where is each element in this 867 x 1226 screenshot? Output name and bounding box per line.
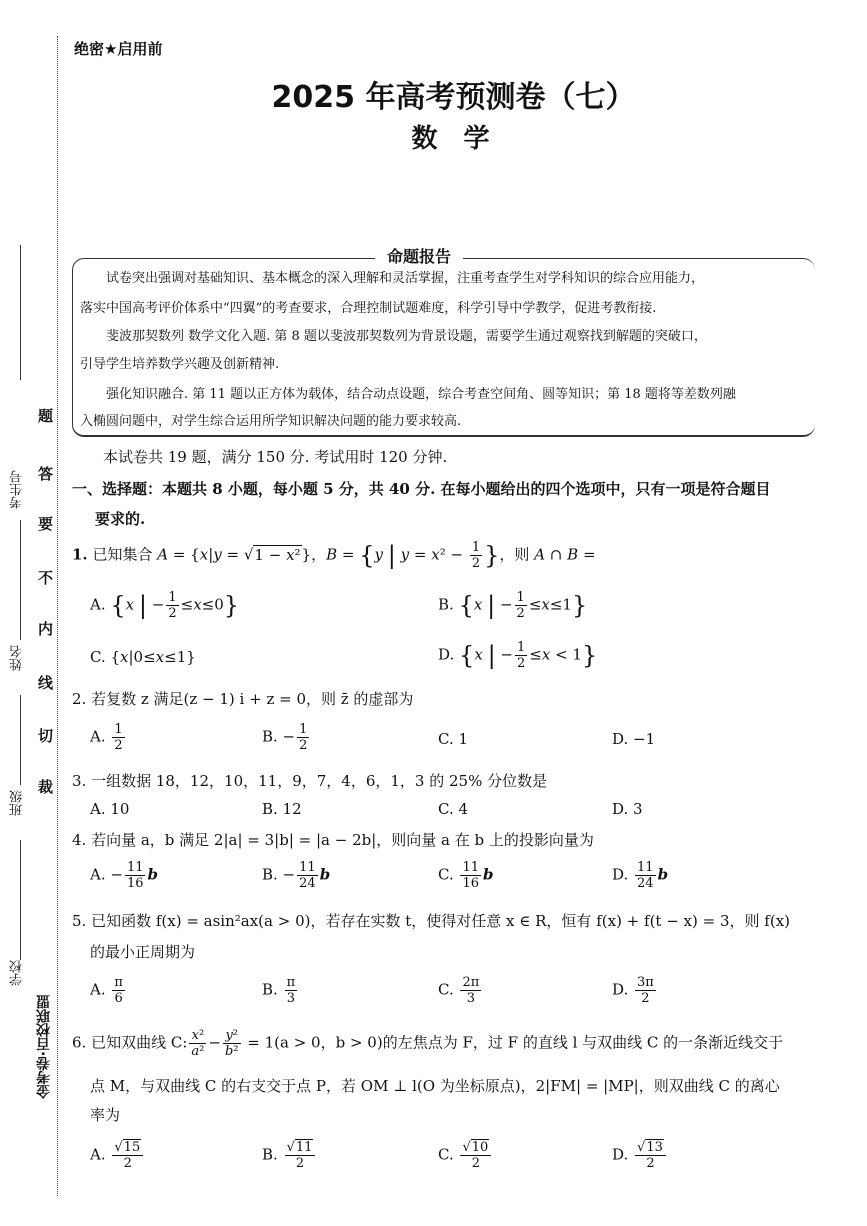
q3-option-c[interactable]: C. 4 [438,800,469,818]
q1-option-d[interactable]: D. {x | − $\frac{1}{2}$ ≤x < 1} [438,640,598,671]
q4-option-d[interactable]: D. $\frac{11}{24}$ b [612,860,669,891]
q5-option-b[interactable]: B. $\frac{\pi}{3}$ [262,975,296,1006]
report-line: 引导学生培养数学兴趣及创新精神. [80,357,280,372]
q3-option-b[interactable]: B. 12 [262,800,302,818]
exam-number-field[interactable] [20,245,22,380]
name-field[interactable] [20,520,22,640]
q6-option-a[interactable]: A. $\frac{√15}{2}$ [90,1140,145,1171]
q2-option-a[interactable]: A. $\frac{1}{2}$ [90,722,123,753]
binding-char: 裁 [38,778,54,796]
section-heading: 一、选择题：本题共 8 小题，每小题 5 分，共 40 分. 在每小题给出的四个选项中，只有一项是符合题目 [72,480,771,498]
report-line: 入椭圆问题中，对学生综合运用所学知识解决问题的能力要求较高. [80,414,462,429]
binding-char: 要 [38,515,54,533]
question-2: 2. 若复数 z 满足(z − 1) i + z = 0，则 z̄ 的虚部为 [72,690,414,708]
binding-char: 内 [38,620,54,638]
q1-option-b[interactable]: B. {x | − $\frac{1}{2}$ ≤x≤1} [438,590,588,621]
question-6-cont2: 率为 [90,1106,121,1124]
question-1: 1. 已知集合 A = {x|y = √1 − x²}，B = {y | y = x² − $\frac{1}{2}$ }，则 A ∩ B = [72,540,596,571]
class-label: 班级 [10,790,25,816]
q5-option-a[interactable]: A. $\frac{\pi}{6}$ [90,975,123,1006]
exam-title: 2025 年高考预测卷（七） [271,80,636,115]
q3-option-a[interactable]: A. 10 [90,800,130,818]
q1-option-c[interactable]: C. {x|0≤x≤1} [90,648,196,666]
report-line: 强化知识融合. 第 11 题以正方体为载体，结合动点设题，综合考查空间角、圆等知识；第 18 题将等差数列融 [106,387,736,402]
report-line: 试卷突出强调对基础知识、基本概念的深入理解和灵活掌握，注重考查学生对学科知识的综合应用能力， [106,271,705,286]
binding-dotted-line [57,36,58,1196]
name-label: 姓名 [10,645,25,671]
q4-option-a[interactable]: A. − $\frac{11}{16}$ b [90,860,158,891]
question-4: 4. 若向量 a，b 满足 2|a| = 3|b| = |a − 2b|，则向量 a 在 b 上的投影向量为 [72,831,594,849]
q2-option-c[interactable]: C. 1 [438,730,469,748]
question-6-cont: 点 M，与双曲线 C 的右支交于点 P，若 OM ⊥ l(O 为坐标原点)，2|FM| = |MP|，则双曲线 C 的离心 [90,1077,780,1095]
binding-char: 切 [38,727,54,745]
binding-char: 线 [38,674,54,692]
class-field[interactable] [20,695,22,785]
report-line: 斐波那契数列 数学文化入题. 第 8 题以斐波那契数列为背景设题，需要学生通过观察找到解题的突破口， [106,329,707,344]
q5-option-c[interactable]: C. $\frac{2\pi}{3}$ [438,975,480,1006]
binding-char: 不 [38,569,54,587]
q4-option-c[interactable]: C. $\frac{11}{16}$ b [438,860,494,891]
report-line: 落实中国高考评价体系中“四翼”的考查要求，合理控制试题难度，科学引导中学教学，促进考教衔接. [80,301,657,316]
question-3: 3. 一组数据 18，12，10，11，9，7，4，6，1，3 的 25% 分位数是 [72,772,548,790]
subject-title: 数学 [411,124,516,154]
q5-option-d[interactable]: D. $\frac{3\pi}{2}$ [612,975,654,1006]
secret-label: 绝密★启用前 [74,40,163,58]
school-label: 学校 [10,960,25,986]
q2-option-d[interactable]: D. −1 [612,730,656,748]
q6-option-c[interactable]: C. $\frac{√10}{2}$ [438,1140,493,1171]
report-title: 命题报告 [375,244,463,267]
question-5: 5. 已知函数 f(x) = asin²ax(a > 0)，若存在实数 t，使得对任意 x ∈ R，恒有 f(x) + f(t − x) = 3，则 f(x) [72,912,791,930]
q2-option-b[interactable]: B. − $\frac{1}{2}$ [262,722,308,753]
binding-char: 题 [38,407,54,425]
exam-number-label: 考生号 [10,470,25,509]
q3-option-d[interactable]: D. 3 [612,800,643,818]
q6-option-b[interactable]: B. $\frac{√11}{2}$ [262,1140,317,1171]
question-5-cont: 的最小正周期为 [90,943,196,961]
section-heading-cont: 要求的. [95,510,146,528]
question-6: 6. 已知双曲线 C: $\frac{\text{x²}}{\text{a²}}$ − $\frac{\text{y²}}{\text{b²}}$ = 1(a > 0，b > 0)的左焦点为 F，过 F 的直线 l 与双曲线 C 的一条渐近线交于 [72,1028,784,1059]
q4-option-b[interactable]: B. − $\frac{11}{24}$ b [262,860,331,891]
q6-option-d[interactable]: D. $\frac{√13}{2}$ [612,1140,668,1171]
q1-option-a[interactable]: A. {x | − $\frac{1}{2}$ ≤x≤0} [90,590,240,621]
exam-intro: 本试卷共 19 题，满分 150 分. 考试用时 120 分钟. [103,448,448,466]
union-label: 金考卷·百校联盟 [36,995,52,1099]
school-field[interactable] [20,840,22,960]
binding-char: 答 [38,465,54,483]
